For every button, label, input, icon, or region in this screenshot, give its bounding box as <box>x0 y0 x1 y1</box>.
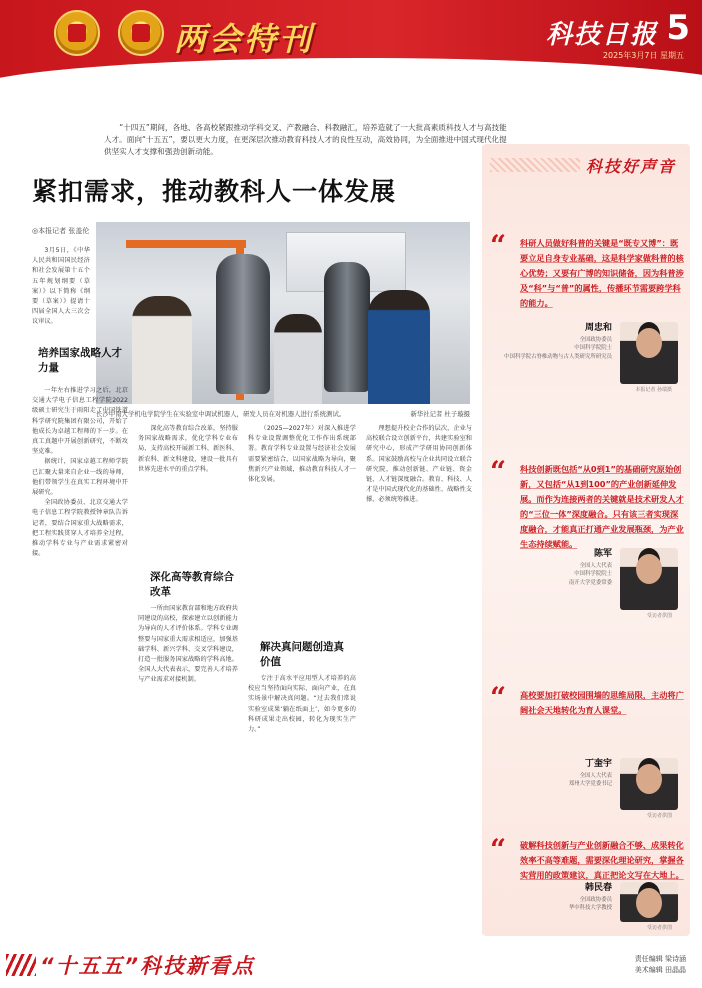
quote-mark-icon: “ <box>490 455 507 488</box>
body-paragraph: 专注于高水平应用型人才培养的高校应当坚持面向实际、面向产业，在真实场景中解决真问题。“过去我们常说实验室成果‘躺在纸面上’，如今更多的科研成果走出校园，转化为现实生产力。” <box>248 675 356 734</box>
body-paragraph: 一所由国家教育部和地方政府共同建设的高校，探索建立以创新能力为导向的人才评价体系。学科专业调整要与国家重大需求相适应，加强基础学科、新兴学科、交叉学科建设，打造一批服务国家战略的学科高地。全国人大代表表示，要完善人才培养与产业需求对接机制。 <box>138 605 238 684</box>
avatar <box>620 758 678 810</box>
subhead-1 <box>38 346 124 376</box>
subhead-text: 解决真问题创造真价值 <box>260 641 344 668</box>
cppcc-emblem-icon <box>118 10 164 56</box>
sidebar-decoration <box>490 158 580 172</box>
quote-person <box>486 320 686 404</box>
body-column-2 <box>138 424 238 556</box>
person-name: 陈军 <box>593 549 612 559</box>
headline: 紧扣需求，推动教科人一体发展 <box>32 177 397 206</box>
body-column-2b <box>138 604 238 924</box>
photo-credit: 受访者供图 <box>646 813 672 819</box>
quote-text: 高校要加打破校园围墙的思维局限，主动将广阔社会天地转化为育人课堂。 <box>520 690 684 715</box>
quote-text: 破解科技创新与产业创新融合不够、成果转化效率不高等难题，需要深化理论研究，掌握各实营用的政策建议，真正把论文写在大地上。 <box>520 840 684 880</box>
masthead: 科技日报 <box>545 20 658 50</box>
person-name: 周忠和 <box>584 323 612 333</box>
photo-credit: 新华社记者 杜子璇摄 <box>410 410 470 418</box>
body-paragraph: 深化高等教育综合改革，坚持服务国家战略需求，优化学科专业布局，支持高校开展新工科、新医科、新农科、新文科建设，建设一批具有世界先进水平的重点学科。 <box>138 425 238 473</box>
body-paragraph: 理想提升校企合作的层次，企业与高校联合设立创新平台，共建实验室和研究中心，形成产学研用协同创新体系。国家鼓励高校与企业共同设立联合研究院，推动创新链、产业链、资金链、人才链深度融合。教育、科技、人才是中国式现代化的基础性、战略性支撑，必须统筹推进。 <box>366 425 472 504</box>
page-header <box>0 0 702 88</box>
quote-person <box>486 756 686 830</box>
header-curve <box>0 58 702 88</box>
dateline: 2025年3月7日 星期五 <box>602 51 684 60</box>
photo-robot <box>324 262 370 392</box>
editor-credits <box>546 954 686 976</box>
section-title: 两会特刊 <box>174 20 315 58</box>
subhead-3 <box>260 640 350 670</box>
quote-mark-icon: “ <box>490 681 507 714</box>
person-role: 全国人大代表 郑州大学党委书记 <box>568 773 612 788</box>
person-role: 全国人大代表 中国科学院院士 南开大学党委常委 <box>568 563 612 586</box>
page-footer <box>0 944 702 988</box>
photo-robot <box>216 254 270 394</box>
photo-person <box>368 290 430 404</box>
person-role: 全国政协委员 中国科学院院士 中国科学院古脊椎动物与古人类研究所研究员 <box>504 337 612 360</box>
lab-photo <box>96 222 470 404</box>
body-paragraph: 据统计，国家卓越工程师学院已汇聚大量来自企业一线的导师，他们带领学生在真实工程环境中开展研究。 <box>32 458 128 497</box>
body-column-3 <box>248 424 356 634</box>
subhead-2 <box>150 570 234 600</box>
body-column-1b <box>32 386 128 932</box>
national-emblem-icon <box>54 10 100 56</box>
photo-crane-beam <box>126 240 246 248</box>
avatar <box>620 548 678 610</box>
photo-credit: 本报记者 孙瑞摄 <box>635 387 672 393</box>
photo-caption: 长沙中南大学机电学院学生在实验室中调试机器人，研发人员在对机器人进行系统测试。 <box>96 410 346 418</box>
editor-line: 责任编辑 梁诗涵 <box>634 955 686 963</box>
avatar <box>620 882 678 922</box>
subhead-text: 深化高等教育综合改革 <box>150 571 234 598</box>
footer-stripes <box>6 954 36 976</box>
avatar <box>620 322 678 384</box>
photo-credit: 受访者供图 <box>646 613 672 619</box>
photo-person <box>274 314 322 404</box>
person-name: 韩民春 <box>584 883 612 893</box>
quote-mark-icon: “ <box>490 833 507 866</box>
body-paragraph: 3月5日，《中华人民共和国国民经济和社会发展第十五个五年规划纲要（草案）》以下简称《纲要（草案）》提请十四届全国人大三次会议审议。 <box>32 247 90 326</box>
page-number: 5 <box>666 8 690 48</box>
subhead-text: 培养国家战略人才力量 <box>38 347 122 374</box>
body-column-1a <box>32 246 90 404</box>
photo-caption-row <box>96 409 470 418</box>
person-name: 丁奎宇 <box>584 759 612 769</box>
photo-person <box>132 296 192 404</box>
lead-paragraph: “十四五”期间，各地、各高校紧跟推动学科交叉、产教融合、科教融汇，培养造就了一大批高素质科技人才与高技能人才。面向“十五五”，要以更大力度，在更深层次推动教育科技人才的良性互动，高效协同，为全面推进中国式现代化提供坚实人才支撑和强劲创新动能。 <box>104 123 507 156</box>
footer-column-title: “十五五”科技新看点 <box>40 954 256 978</box>
body-paragraph: （2025—2027年）对深入推进学科专业设置调整优化工作作出系统部署。教育学科专业设置与经济社会发展需要紧密结合，以国家战略为导向，聚焦新兴产业领域，推动教育科技人才一体化发展。 <box>248 425 356 484</box>
quote-text: 科研人员做好科普的关键是“既专又博”：既要立足自身专业基础，这是科学家做科普的核心优势；又要有广博的知识储备，因为科普涉及“科”与“普”的属性，传播环节需要跨学科的能力。 <box>520 238 684 308</box>
byline: ◎本报记者 张盖伦 <box>32 227 90 235</box>
quote-person <box>486 546 686 630</box>
quote-mark-icon: “ <box>490 229 507 262</box>
designer-line: 美术编辑 田晶晶 <box>634 966 686 974</box>
body-column-4 <box>366 424 472 924</box>
photo-credit: 受访者供图 <box>646 925 672 931</box>
sidebar-title: 科技好声音 <box>585 157 676 176</box>
quote-person <box>486 880 686 936</box>
quote-text: 科技创新既包括“从0到1”的基础研究原始创新，又包括“从1到100”的产业创新延伸发展。而作为连接两者的关键就是技术研发人才的“三位一体”深度融合。只有该三者实现深度融合，才能真正打通产业发展瓶颈，为产业生态持续赋能。 <box>520 464 684 549</box>
body-column-3b <box>248 674 356 924</box>
body-paragraph: 全国政协委员、北京交通大学电子信息工程学院教授钟章队告诉记者，要结合国家重大战略需求，把工程实践贯穿人才培养全过程，推动学科专业与产业需求紧密对接。 <box>32 499 128 558</box>
body-paragraph: 一年左右推进学习之后，北京交通大学电子信息工程学院2022级硕士研究生于雨阳走了中国铁道科学研究院集团有限公司，开始了他成长为卓越工程师的下一步。在真工真题中开展创新研究，不断攻坚克难。 <box>32 387 128 456</box>
person-role: 全国政协委员 华中科技大学教授 <box>568 897 612 912</box>
